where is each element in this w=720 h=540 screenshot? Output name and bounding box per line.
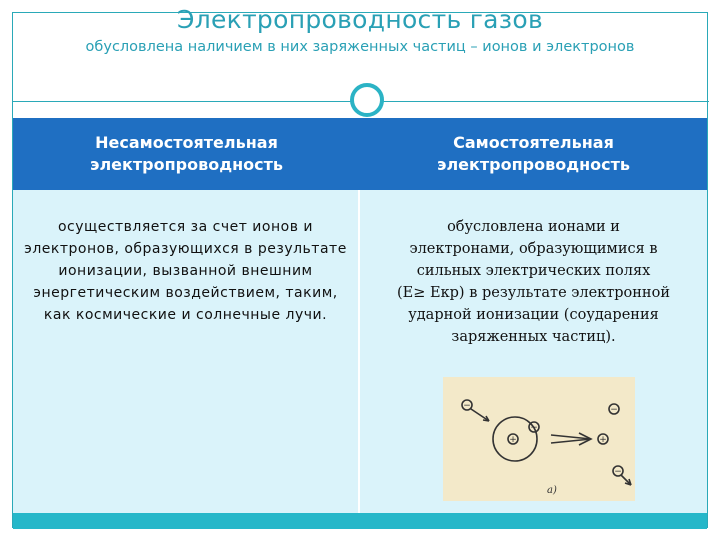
slide-frame (12, 5, 708, 528)
self-description-line: обусловлена ионами и (447, 219, 620, 235)
trajectory-arrow (471, 409, 489, 421)
self-description-line: (E≥ Eкр) в результате электронной (397, 285, 670, 301)
header-nonself-conduction: Несамостоятельная электропроводность (89, 133, 284, 174)
slide-title: Электропроводность газов (176, 5, 544, 34)
nonself-description-text: осуществляется за счет ионов и электронов, образующихся в результате ионизации, вызванной внешним энергетическим воздействием, таким, как космические и солнечные лучи. (24, 219, 347, 323)
table-header-row (13, 118, 707, 190)
self-description-line: заряженных частиц). (451, 329, 616, 345)
table-footer-band (13, 513, 707, 529)
slide-subtitle: обусловлена наличием в них заряженных частиц – ионов и электронов (85, 39, 635, 55)
cell-nonself-description (13, 190, 360, 513)
separator-circle-icon (350, 83, 384, 117)
header-self-conduction: Самостоятельная электропроводность (436, 133, 631, 174)
self-description-line: сильных электрических полях (416, 263, 651, 279)
cell-self-description (360, 190, 707, 513)
self-description-line: электронами, образующимися в (409, 241, 658, 257)
self-description-text (360, 216, 707, 348)
ionization-diagram (443, 377, 635, 501)
particle-sign: + (509, 435, 517, 445)
particle-sign: − (610, 405, 618, 415)
ionization-diagram-svg (443, 377, 635, 501)
particle-sign: − (463, 401, 471, 411)
self-description-line: ударной ионизации (соударения (408, 307, 659, 323)
figure-label: a) (547, 485, 557, 496)
particle-sign: − (530, 423, 538, 433)
particle-sign: − (614, 467, 622, 477)
table-body-row (13, 190, 707, 513)
particle-sign: + (599, 435, 607, 445)
